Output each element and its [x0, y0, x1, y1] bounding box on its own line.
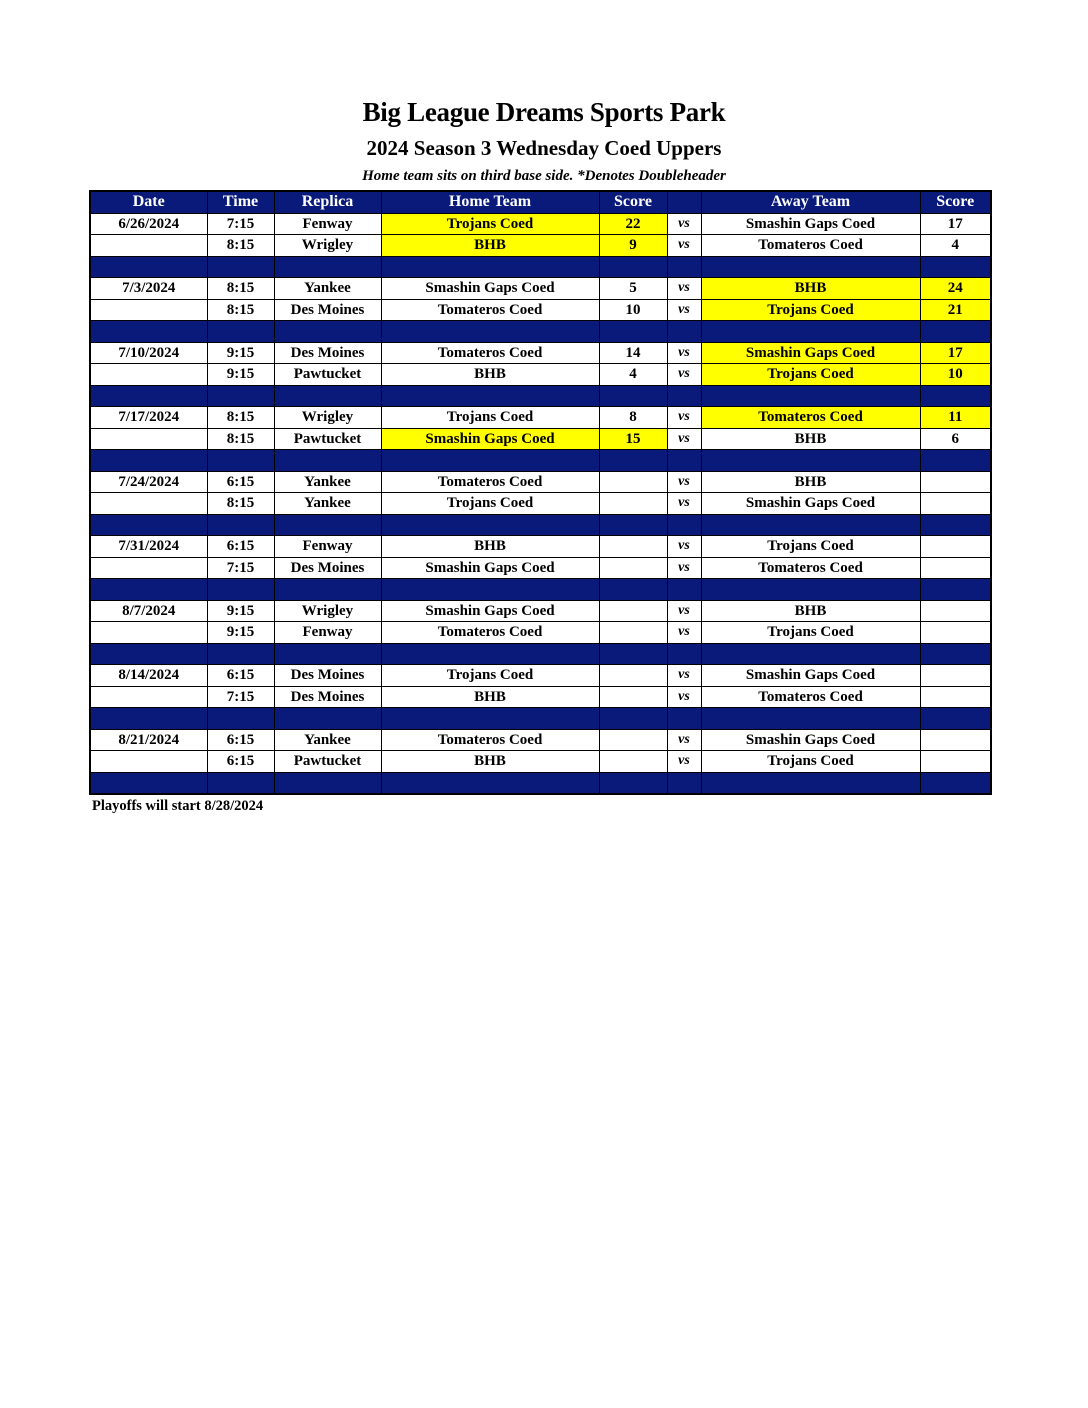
home-score-cell: 15	[599, 428, 667, 450]
vs-cell: vs	[667, 686, 701, 708]
game-row	[90, 729, 991, 751]
replica-cell: Fenway	[274, 622, 381, 644]
home-score-cell	[599, 493, 667, 515]
home-score-cell	[599, 665, 667, 687]
home-score-cell: 22	[599, 213, 667, 235]
separator-cell	[599, 514, 667, 536]
away-score-cell	[920, 622, 991, 644]
separator-cell	[381, 772, 599, 794]
time-cell: 9:15	[207, 622, 274, 644]
separator-cell	[381, 256, 599, 278]
home-score-cell: 8	[599, 407, 667, 429]
away-team-cell: Smashin Gaps Coed	[701, 729, 920, 751]
separator-cell	[274, 514, 381, 536]
week-separator-row	[90, 708, 991, 730]
vs-cell: vs	[667, 493, 701, 515]
time-cell: 6:15	[207, 729, 274, 751]
separator-cell	[701, 643, 920, 665]
away-score-cell	[920, 471, 991, 493]
time-cell: 6:15	[207, 536, 274, 558]
time-cell: 8:15	[207, 235, 274, 257]
separator-cell	[207, 256, 274, 278]
replica-cell: Fenway	[274, 536, 381, 558]
separator-cell	[90, 772, 207, 794]
time-cell: 6:15	[207, 471, 274, 493]
separator-cell	[701, 256, 920, 278]
separator-cell	[381, 708, 599, 730]
home-score-cell	[599, 751, 667, 773]
date-cell	[90, 751, 207, 773]
separator-cell	[90, 256, 207, 278]
separator-cell	[701, 708, 920, 730]
separator-cell	[207, 321, 274, 343]
away-team-cell: BHB	[701, 600, 920, 622]
separator-cell	[701, 321, 920, 343]
header-row	[90, 191, 991, 213]
away-score-cell: 4	[920, 235, 991, 257]
game-row	[90, 213, 991, 235]
separator-cell	[701, 385, 920, 407]
separator-cell	[207, 708, 274, 730]
vs-cell: vs	[667, 407, 701, 429]
away-team-cell: BHB	[701, 278, 920, 300]
separator-cell	[207, 643, 274, 665]
away-team-cell: Trojans Coed	[701, 299, 920, 321]
away-team-cell: Tomateros Coed	[701, 686, 920, 708]
replica-cell: Wrigley	[274, 235, 381, 257]
away-score-cell: 11	[920, 407, 991, 429]
date-cell: 7/3/2024	[90, 278, 207, 300]
header-home-team: Home Team	[381, 191, 599, 213]
vs-cell: vs	[667, 278, 701, 300]
away-team-cell: Trojans Coed	[701, 751, 920, 773]
vs-cell: vs	[667, 557, 701, 579]
home-team-cell: BHB	[381, 536, 599, 558]
time-cell: 8:15	[207, 299, 274, 321]
header-home-score: Score	[599, 191, 667, 213]
replica-cell: Fenway	[274, 213, 381, 235]
vs-cell: vs	[667, 600, 701, 622]
home-score-cell: 4	[599, 364, 667, 386]
separator-cell	[920, 385, 991, 407]
separator-cell	[599, 643, 667, 665]
separator-cell	[920, 772, 991, 794]
away-score-cell	[920, 686, 991, 708]
home-team-cell: Trojans Coed	[381, 665, 599, 687]
separator-cell	[667, 514, 701, 536]
home-score-cell	[599, 729, 667, 751]
page-title: Big League Dreams Sports Park	[362, 97, 726, 127]
game-row	[90, 751, 991, 773]
separator-cell	[381, 514, 599, 536]
separator-cell	[920, 643, 991, 665]
date-cell: 7/24/2024	[90, 471, 207, 493]
date-cell: 7/17/2024	[90, 407, 207, 429]
replica-cell: Yankee	[274, 729, 381, 751]
separator-cell	[667, 256, 701, 278]
separator-cell	[667, 708, 701, 730]
date-cell: 7/10/2024	[90, 342, 207, 364]
home-score-cell: 14	[599, 342, 667, 364]
away-score-cell: 17	[920, 342, 991, 364]
separator-cell	[920, 514, 991, 536]
replica-cell: Yankee	[274, 471, 381, 493]
vs-cell: vs	[667, 729, 701, 751]
home-team-cell: Trojans Coed	[381, 213, 599, 235]
home-team-cell: BHB	[381, 686, 599, 708]
week-separator-row	[90, 256, 991, 278]
separator-cell	[599, 708, 667, 730]
home-team-cell: Trojans Coed	[381, 407, 599, 429]
header-time: Time	[207, 191, 274, 213]
separator-cell	[599, 321, 667, 343]
week-separator-row	[90, 450, 991, 472]
date-cell	[90, 622, 207, 644]
week-separator-row	[90, 643, 991, 665]
vs-cell: vs	[667, 299, 701, 321]
away-score-cell: 17	[920, 213, 991, 235]
home-team-cell: Tomateros Coed	[381, 622, 599, 644]
date-cell: 8/7/2024	[90, 600, 207, 622]
separator-cell	[701, 514, 920, 536]
home-team-cell: Tomateros Coed	[381, 471, 599, 493]
date-cell	[90, 428, 207, 450]
separator-cell	[667, 385, 701, 407]
game-row	[90, 471, 991, 493]
separator-cell	[599, 772, 667, 794]
separator-cell	[381, 321, 599, 343]
separator-cell	[274, 708, 381, 730]
vs-cell: vs	[667, 235, 701, 257]
time-cell: 9:15	[207, 364, 274, 386]
schedule-table	[89, 190, 992, 795]
week-separator-row	[90, 772, 991, 794]
replica-cell: Pawtucket	[274, 364, 381, 386]
date-cell	[90, 299, 207, 321]
separator-cell	[381, 579, 599, 601]
separator-cell	[207, 385, 274, 407]
week-separator-row	[90, 385, 991, 407]
game-row	[90, 600, 991, 622]
separator-cell	[274, 579, 381, 601]
season-subtitle: 2024 Season 3 Wednesday Coed Uppers	[366, 136, 722, 160]
away-score-cell	[920, 493, 991, 515]
date-cell: 7/31/2024	[90, 536, 207, 558]
separator-cell	[207, 579, 274, 601]
away-team-cell: Trojans Coed	[701, 622, 920, 644]
home-score-cell: 10	[599, 299, 667, 321]
vs-cell: vs	[667, 213, 701, 235]
separator-cell	[207, 450, 274, 472]
vs-cell: vs	[667, 751, 701, 773]
home-team-cell: Tomateros Coed	[381, 729, 599, 751]
away-team-cell: Trojans Coed	[701, 536, 920, 558]
home-team-cell: BHB	[381, 235, 599, 257]
separator-cell	[667, 579, 701, 601]
away-team-cell: BHB	[701, 428, 920, 450]
separator-cell	[920, 321, 991, 343]
separator-cell	[667, 643, 701, 665]
home-team-cell: Trojans Coed	[381, 493, 599, 515]
date-cell	[90, 364, 207, 386]
vs-cell: vs	[667, 665, 701, 687]
game-row	[90, 364, 991, 386]
separator-cell	[599, 579, 667, 601]
separator-cell	[381, 643, 599, 665]
game-row	[90, 536, 991, 558]
separator-cell	[599, 256, 667, 278]
separator-cell	[90, 579, 207, 601]
time-cell: 8:15	[207, 407, 274, 429]
away-team-cell: Smashin Gaps Coed	[701, 665, 920, 687]
home-team-cell: BHB	[381, 364, 599, 386]
away-score-cell	[920, 665, 991, 687]
separator-cell	[90, 385, 207, 407]
game-row	[90, 622, 991, 644]
away-score-cell	[920, 536, 991, 558]
separator-cell	[90, 321, 207, 343]
separator-cell	[701, 772, 920, 794]
time-cell: 6:15	[207, 665, 274, 687]
date-cell	[90, 235, 207, 257]
home-score-cell	[599, 622, 667, 644]
separator-cell	[920, 450, 991, 472]
replica-cell: Wrigley	[274, 407, 381, 429]
replica-cell: Pawtucket	[274, 428, 381, 450]
separator-cell	[274, 772, 381, 794]
home-team-cell: Tomateros Coed	[381, 299, 599, 321]
separator-cell	[381, 385, 599, 407]
separator-cell	[90, 450, 207, 472]
game-row	[90, 235, 991, 257]
game-row	[90, 407, 991, 429]
game-row	[90, 557, 991, 579]
home-score-cell: 5	[599, 278, 667, 300]
separator-cell	[207, 772, 274, 794]
away-team-cell: Smashin Gaps Coed	[701, 213, 920, 235]
home-team-cell: Smashin Gaps Coed	[381, 600, 599, 622]
home-team-cell: Smashin Gaps Coed	[381, 428, 599, 450]
date-cell	[90, 557, 207, 579]
week-separator-row	[90, 579, 991, 601]
date-cell: 6/26/2024	[90, 213, 207, 235]
separator-cell	[920, 256, 991, 278]
separator-cell	[274, 643, 381, 665]
home-team-cell: Smashin Gaps Coed	[381, 278, 599, 300]
game-row	[90, 299, 991, 321]
date-cell: 8/14/2024	[90, 665, 207, 687]
replica-cell: Wrigley	[274, 600, 381, 622]
away-score-cell	[920, 600, 991, 622]
home-team-note: Home team sits on third base side. *Denotes Doubleheader	[362, 168, 726, 184]
date-cell: 8/21/2024	[90, 729, 207, 751]
time-cell: 6:15	[207, 751, 274, 773]
away-score-cell	[920, 557, 991, 579]
separator-cell	[667, 321, 701, 343]
game-row	[90, 665, 991, 687]
away-team-cell: BHB	[701, 471, 920, 493]
home-score-cell	[599, 557, 667, 579]
home-team-cell: Smashin Gaps Coed	[381, 557, 599, 579]
game-row	[90, 493, 991, 515]
separator-cell	[90, 708, 207, 730]
away-team-cell: Tomateros Coed	[701, 235, 920, 257]
vs-cell: vs	[667, 536, 701, 558]
time-cell: 8:15	[207, 428, 274, 450]
away-score-cell: 21	[920, 299, 991, 321]
header-replica: Replica	[274, 191, 381, 213]
game-row	[90, 686, 991, 708]
header-date: Date	[90, 191, 207, 213]
game-row	[90, 278, 991, 300]
home-score-cell	[599, 600, 667, 622]
replica-cell: Des Moines	[274, 342, 381, 364]
game-row	[90, 428, 991, 450]
away-team-cell: Tomateros Coed	[701, 407, 920, 429]
header-away-score: Score	[920, 191, 991, 213]
vs-cell: vs	[667, 428, 701, 450]
separator-cell	[274, 385, 381, 407]
separator-cell	[920, 708, 991, 730]
separator-cell	[701, 450, 920, 472]
time-cell: 7:15	[207, 557, 274, 579]
vs-cell: vs	[667, 342, 701, 364]
vs-cell: vs	[667, 622, 701, 644]
vs-cell: vs	[667, 364, 701, 386]
replica-cell: Yankee	[274, 278, 381, 300]
away-score-cell: 24	[920, 278, 991, 300]
separator-cell	[599, 450, 667, 472]
game-row	[90, 342, 991, 364]
date-cell	[90, 686, 207, 708]
header-vs	[667, 191, 701, 213]
away-score-cell	[920, 729, 991, 751]
separator-cell	[90, 643, 207, 665]
date-cell	[90, 493, 207, 515]
separator-cell	[274, 321, 381, 343]
time-cell: 9:15	[207, 342, 274, 364]
away-team-cell: Smashin Gaps Coed	[701, 342, 920, 364]
away-score-cell	[920, 751, 991, 773]
away-team-cell: Smashin Gaps Coed	[701, 493, 920, 515]
time-cell: 7:15	[207, 686, 274, 708]
separator-cell	[274, 256, 381, 278]
separator-cell	[274, 450, 381, 472]
week-separator-row	[90, 514, 991, 536]
separator-cell	[667, 450, 701, 472]
replica-cell: Pawtucket	[274, 751, 381, 773]
home-team-cell: BHB	[381, 751, 599, 773]
away-score-cell: 10	[920, 364, 991, 386]
home-score-cell: 9	[599, 235, 667, 257]
replica-cell: Yankee	[274, 493, 381, 515]
replica-cell: Des Moines	[274, 299, 381, 321]
replica-cell: Des Moines	[274, 557, 381, 579]
home-team-cell: Tomateros Coed	[381, 342, 599, 364]
time-cell: 8:15	[207, 278, 274, 300]
playoffs-note: Playoffs will start 8/28/2024	[92, 798, 264, 814]
separator-cell	[599, 385, 667, 407]
week-separator-row	[90, 321, 991, 343]
time-cell: 9:15	[207, 600, 274, 622]
separator-cell	[90, 514, 207, 536]
separator-cell	[701, 579, 920, 601]
home-score-cell	[599, 471, 667, 493]
away-team-cell: Trojans Coed	[701, 364, 920, 386]
schedule-body	[90, 213, 991, 794]
time-cell: 8:15	[207, 493, 274, 515]
time-cell: 7:15	[207, 213, 274, 235]
replica-cell: Des Moines	[274, 665, 381, 687]
separator-cell	[920, 579, 991, 601]
away-team-cell: Tomateros Coed	[701, 557, 920, 579]
replica-cell: Des Moines	[274, 686, 381, 708]
home-score-cell	[599, 536, 667, 558]
home-score-cell	[599, 686, 667, 708]
vs-cell: vs	[667, 471, 701, 493]
header-away-team: Away Team	[701, 191, 920, 213]
separator-cell	[381, 450, 599, 472]
separator-cell	[207, 514, 274, 536]
away-score-cell: 6	[920, 428, 991, 450]
separator-cell	[667, 772, 701, 794]
